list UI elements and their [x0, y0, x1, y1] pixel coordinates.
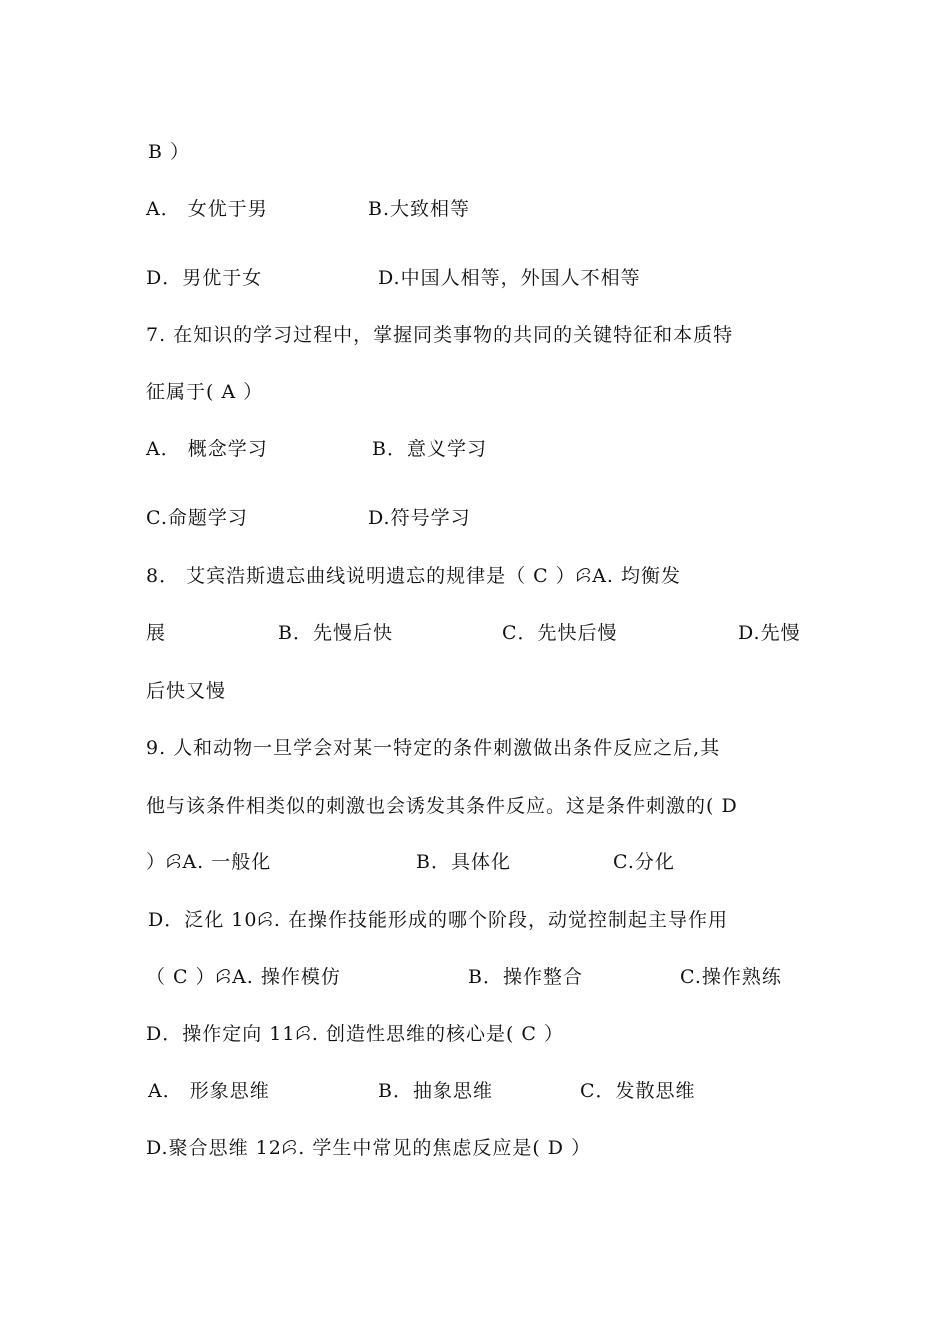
option-c: C．先快后慢 — [502, 622, 618, 644]
option-b: B．意义学习 — [372, 438, 487, 460]
option-c: C．发散思维 — [580, 1080, 696, 1102]
option-a: A． 概念学习 — [146, 438, 268, 460]
option-b: B.大致相等 — [368, 198, 471, 220]
option-d: D.符号学习 — [368, 507, 471, 529]
option-c: C.分化 — [613, 851, 675, 873]
question-text: D.聚合思维 12ꕸ. 学生中常见的焦虑反应是( D ） — [146, 1137, 592, 1159]
option-b: B．抽象思维 — [378, 1080, 493, 1102]
question-text: 他与该条件相类似的刺激也会诱发其条件反应。这是条件刺激的( D — [146, 795, 738, 817]
question-text: 8． 艾宾浩斯遗忘曲线说明遗忘的规律是（ C ）ꕸA. 均衡发 — [146, 565, 681, 587]
answer-text: B ） — [148, 141, 191, 163]
question-text: 征属于( A ） — [146, 381, 264, 403]
option-d: D.先慢 — [738, 622, 801, 644]
question-text: 9. 人和动物一旦学会对某一特定的条件刺激做出条件反应之后,其 — [146, 737, 721, 759]
option-c: D．男优于女 — [146, 267, 263, 289]
question-text: D．泛化 10ꕸ. 在操作技能形成的哪个阶段，动觉控制起主导作用 — [148, 909, 728, 931]
question-text: 展 — [146, 622, 167, 644]
option-c: C.操作熟练 — [680, 966, 782, 988]
option-b: B．具体化 — [416, 851, 511, 873]
question-text: D．操作定向 11ꕸ. 创造性思维的核心是( C ） — [146, 1023, 565, 1045]
option-b: B．先慢后快 — [278, 622, 393, 644]
option-a: （ C ）ꕸA. 操作模仿 — [146, 966, 341, 988]
question-12 — [146, 1136, 816, 1208]
option-d-cont: 后快又慢 — [146, 680, 227, 702]
option-c: C.命题学习 — [146, 507, 248, 529]
option-a: ）ꕸA. 一般化 — [146, 851, 272, 873]
option-a: A． 形象思维 — [148, 1080, 270, 1102]
option-d: D.中国人相等，外国人不相等 — [378, 267, 641, 289]
question-text: 7. 在知识的学习过程中，掌握同类事物的共同的关键特征和本质特 — [146, 324, 734, 346]
option-b: B．操作整合 — [468, 966, 583, 988]
option-a: A． 女优于男 — [146, 198, 268, 220]
